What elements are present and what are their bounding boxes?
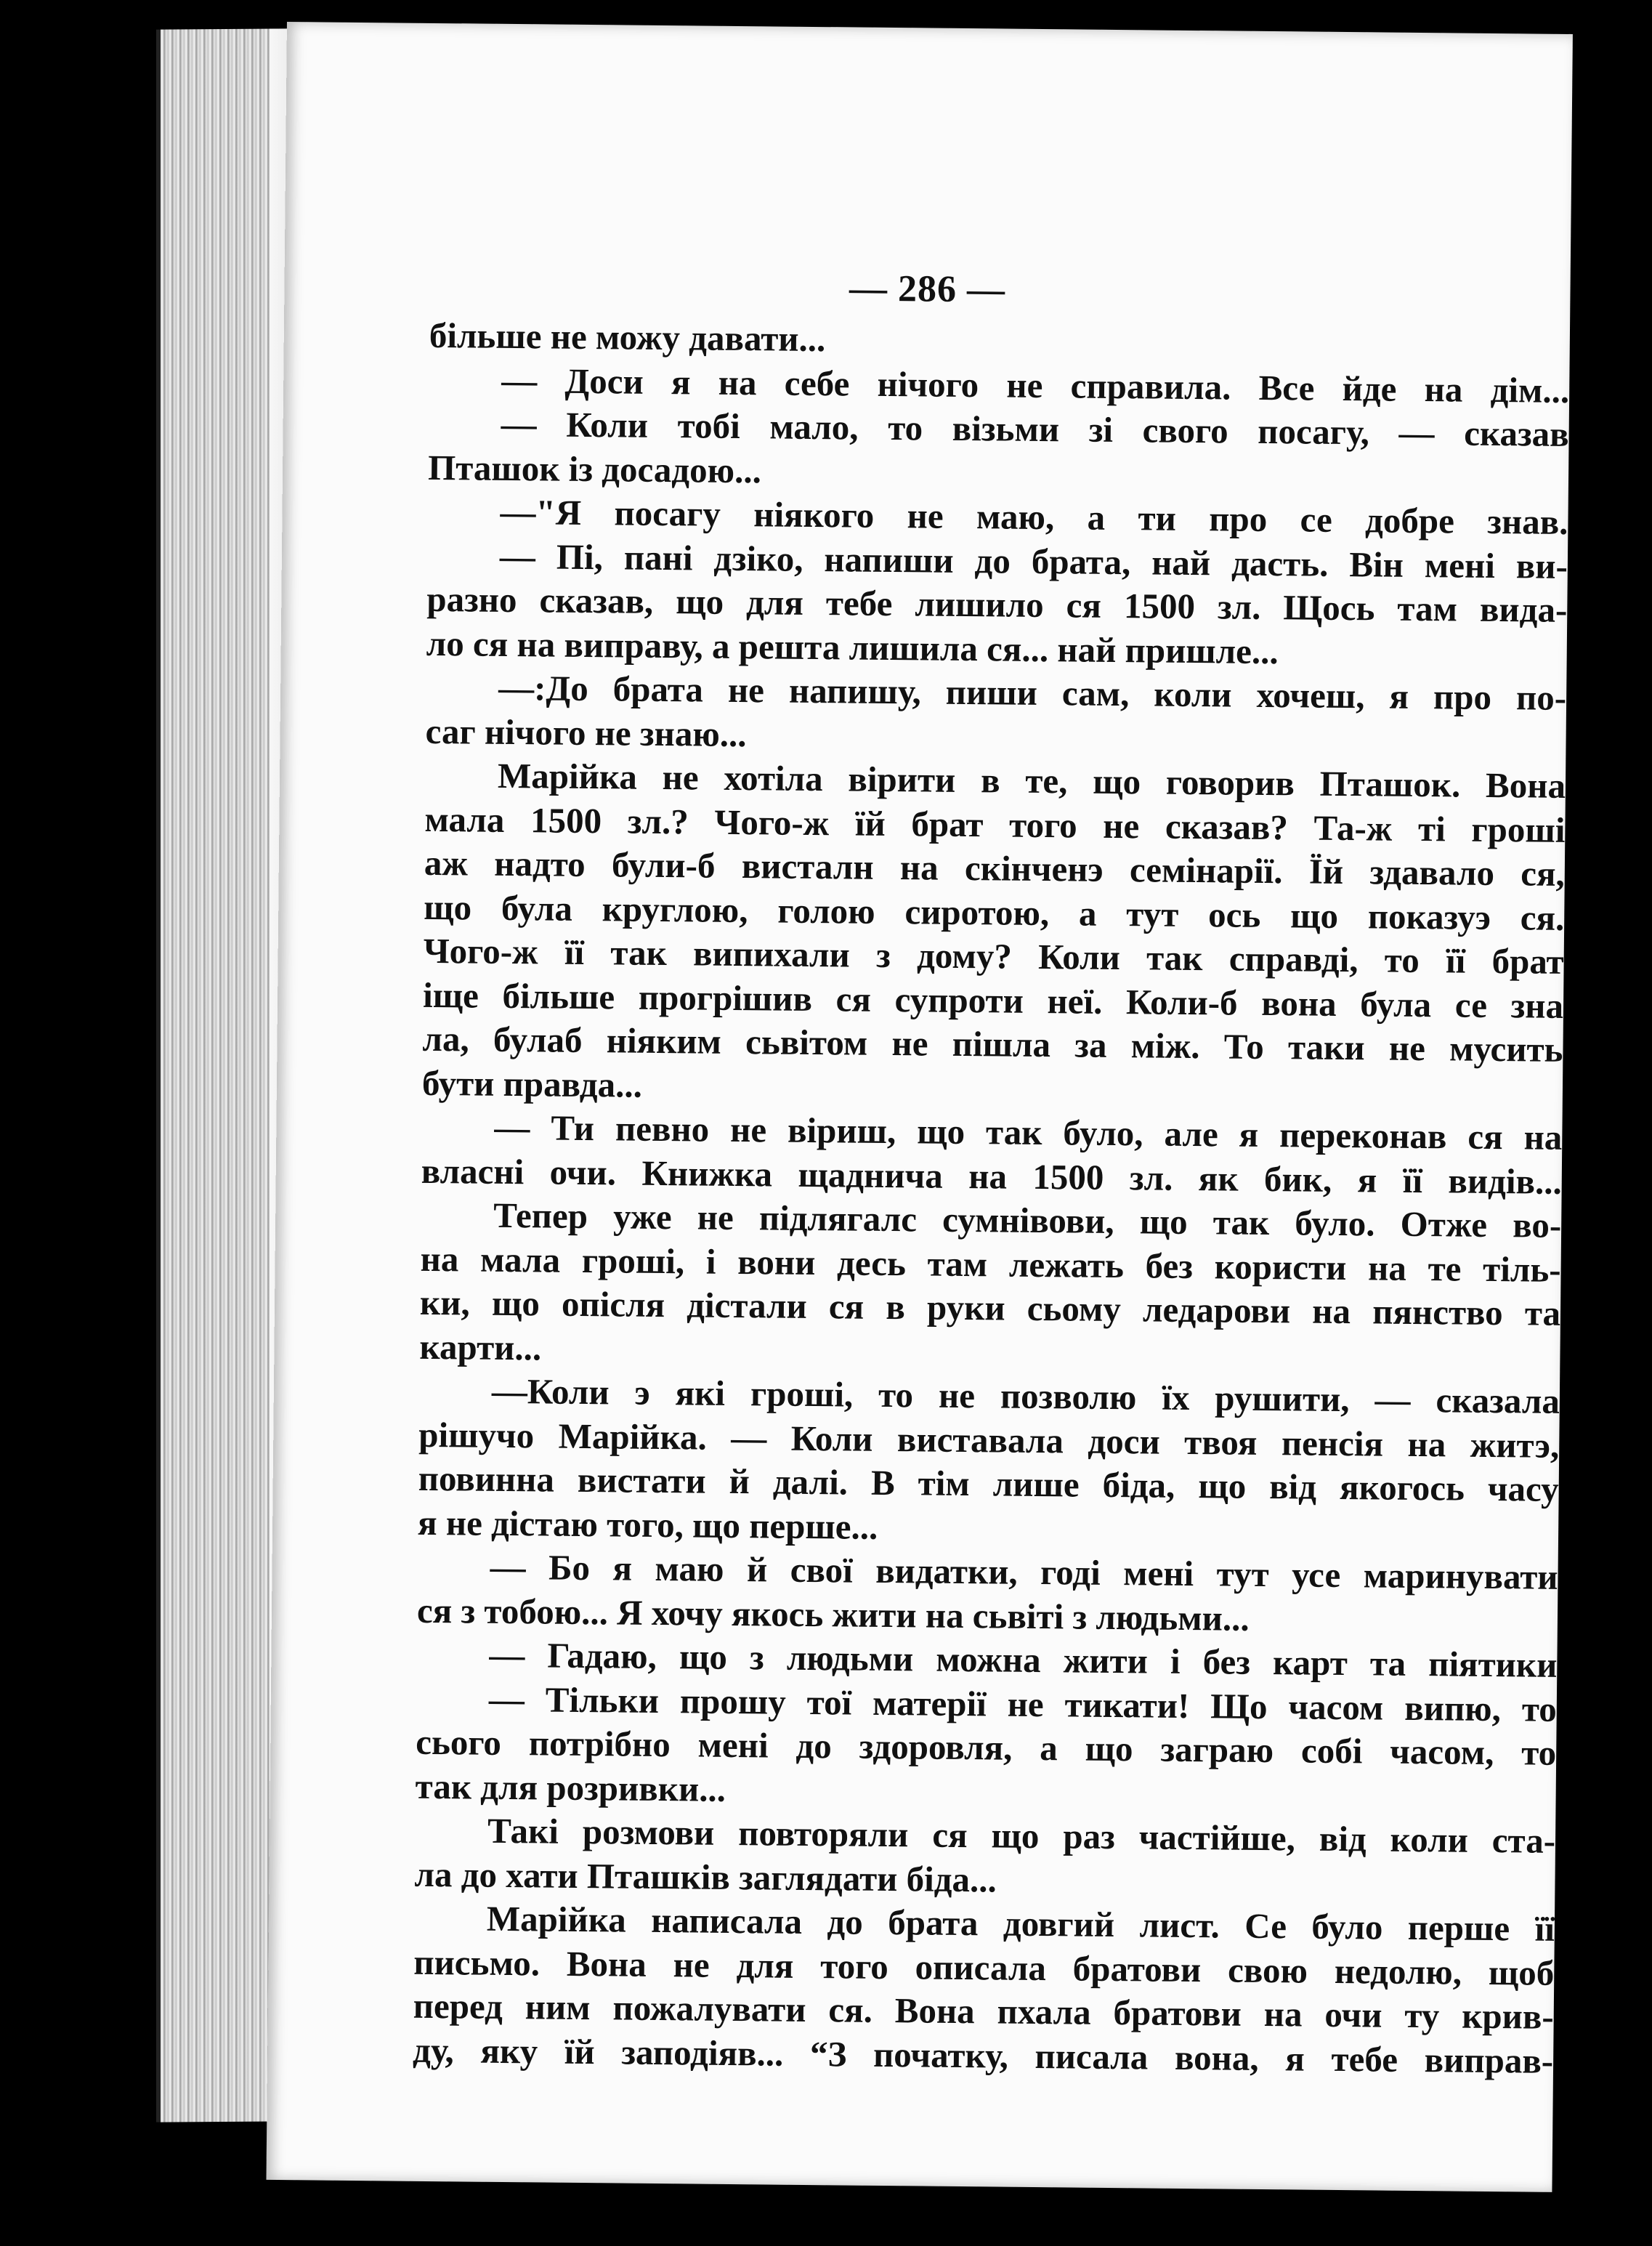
- text-line: — Гадаю, що з людьми можна жити і без карт та піятики: [489, 1634, 1558, 1685]
- book-page: [266, 22, 1572, 2192]
- text-line: я не дістаю того, що перше...: [417, 1502, 878, 1547]
- text-line: письмо. Вона не для того описала братови свою недолю, щоб: [413, 1942, 1555, 1993]
- text-line: на мала гроші, і вони десь там лежать без користи на те тіль-: [420, 1238, 1561, 1290]
- text-line: — Бо я маю й свої видатки, годі мені тут усе маринувати: [490, 1546, 1558, 1597]
- text-line: — Тільки прошу тої матерії не тикати! Що часом випю, то: [488, 1679, 1558, 1729]
- text-line: перед ним пожалувати ся. Вона пхала братови на очи ту крив-: [413, 1985, 1554, 2037]
- page-text: [413, 314, 1570, 2083]
- text-line: повинна вистати й далі. В тім лише біда, що від якогось часу: [418, 1458, 1559, 1509]
- text-line: ла до хати Пташків заглядати біда...: [414, 1854, 997, 1899]
- text-line: ся з тобою... Я хочу якось жити на сьвіті з людьми...: [416, 1590, 1250, 1639]
- text-line: більше не можу давати...: [429, 315, 826, 360]
- text-line: —"Я посагу ніякого не маю, а ти про се добре знав.: [500, 491, 1568, 542]
- text-line: що була круглою, голою сиротою, а тут ось що показуэ ся.: [424, 886, 1565, 938]
- text-line: ла, булаб ніяким сьвітом не пішла за між. То таки не мусить: [422, 1018, 1563, 1070]
- text-line: ки, що опісля дістали ся в руки сьому ледарови на пянство та: [419, 1282, 1561, 1333]
- text-line: Марійка написала до брата довгий лист. Се було перше її: [486, 1898, 1555, 1949]
- text-line: — Коли тобі мало, то візьми зі свого посагу, — сказав: [501, 403, 1569, 454]
- text-line: Пташок із досадою...: [427, 447, 762, 490]
- text-line: саг нічого не знаю...: [425, 711, 747, 754]
- text-line: —Коли э які гроші, то не позволю їх рушити, — сказала: [491, 1370, 1560, 1421]
- text-line: рішучо Марійка. — Коли виставала доси твоя пенсія на житэ,: [418, 1414, 1560, 1466]
- text-line: ло ся на виправу, а решта лишила ся... най пришле...: [426, 623, 1279, 671]
- text-line: бути правда...: [421, 1062, 643, 1105]
- text-line: разно сказав, що для тебе лишило ся 1500 зл. Щось там вида-: [426, 578, 1568, 630]
- text-line: карти...: [419, 1326, 542, 1368]
- text-line: — Доси я на себе нічого не справила. Все йде на дім...: [501, 360, 1570, 411]
- text-line: ду, яку їй заподіяв... “З початку, писала вона, я тебе виправ-: [412, 2029, 1554, 2081]
- text-line: Чого-ж її так випихали з дому? Коли так справді, то її брат: [423, 930, 1564, 982]
- text-line: власні очи. Книжка щадничa на 1500 зл. як бик, я її видів...: [421, 1150, 1563, 1202]
- text-line: іще більше прогрішив ся супроти неї. Коли-б вона була се зна: [422, 974, 1564, 1026]
- text-line: аж надто були-б висталн на скінченэ семінарії. Їй здавало ся,: [424, 842, 1566, 894]
- text-line: — Ти певно не віриш, що так було, але я переконав ся на: [494, 1107, 1563, 1158]
- text-line: —:До брата не напишу, пиши сам, коли хочеш, я про по-: [498, 667, 1567, 718]
- text-line: Марійка не хотіла вірити в те, що говорив Пташок. Вона: [497, 755, 1566, 806]
- text-line: так для розривки...: [415, 1766, 726, 1809]
- text-line: мала 1500 зл.? Чого-ж їй брат того не сказав? Та-ж ті гроші: [424, 799, 1566, 850]
- text-line: Такі розмови повторяли ся що раз частійше, від коли ста-: [487, 1810, 1556, 1861]
- text-line: Тепер уже не підлягалс сумнівови, що так було. Отже во-: [493, 1195, 1562, 1245]
- text-line: сього потрібно мені до здоровля, а що заграю собі часом, то: [416, 1721, 1557, 1773]
- page-number: — 286 —: [849, 267, 1006, 311]
- text-line: — Пі, пані дзіко, напиши до брата, най дасть. Він мені ви-: [499, 536, 1568, 586]
